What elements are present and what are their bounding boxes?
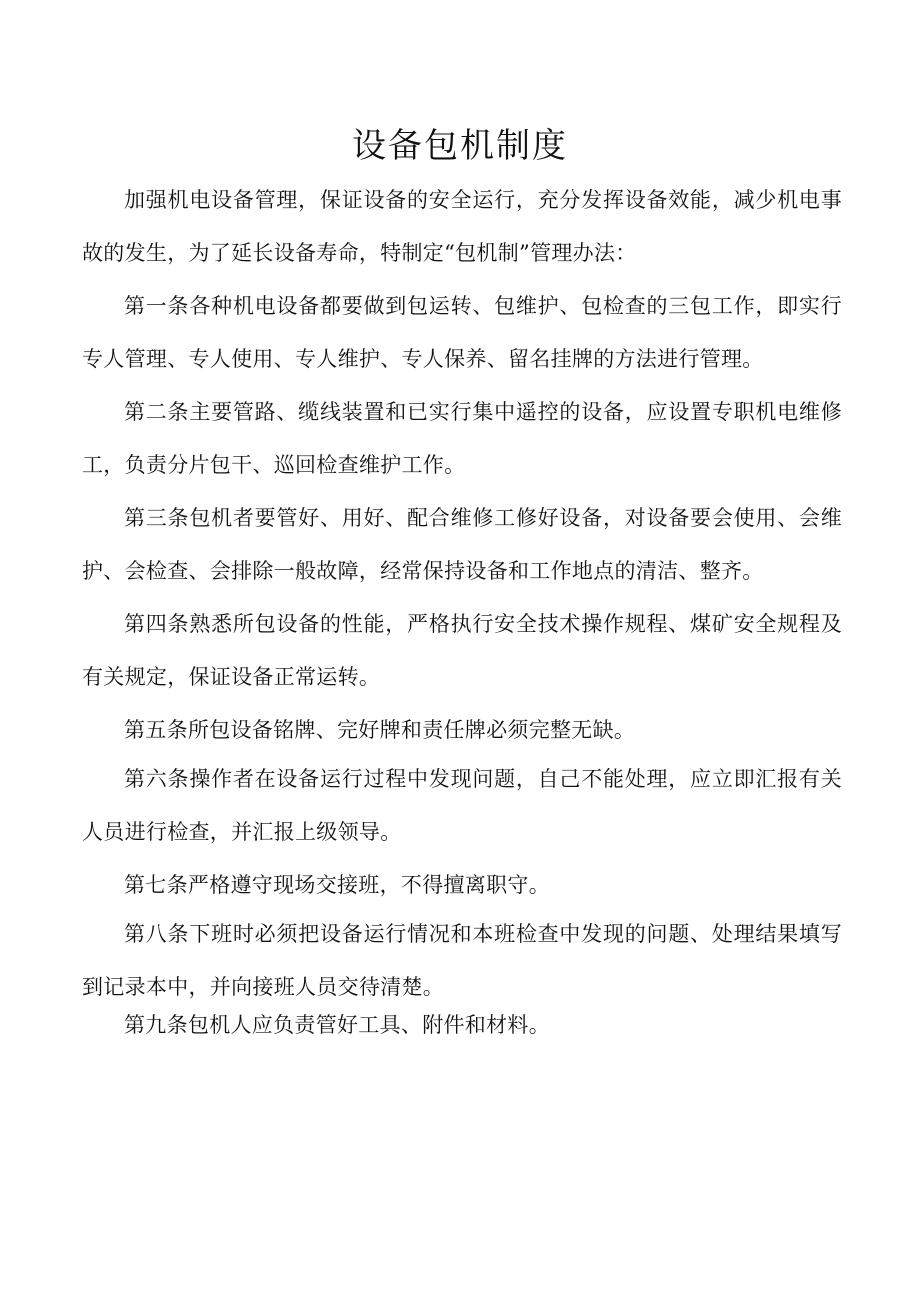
intro-paragraph: 加强机电设备管理，保证设备的安全运行，充分发挥设备效能，减少机电事故的发生，为了延长设备寿命，特制定“包机制”管理办法： <box>82 188 842 265</box>
article-2-paragraph: 第二条主要管路、缆线装置和已实行集中遥控的设备，应设置专职机电维修工，负责分片包干、巡回检查维护工作。 <box>82 400 842 477</box>
article-1-paragraph: 第一条各种机电设备都要做到包运转、包维护、包检查的三包工作，即实行专人管理、专人使用、专人维护、专人保养、留名挂牌的方法进行管理。 <box>82 294 842 371</box>
article-5-paragraph: 第五条所包设备铭牌、完好牌和责任牌必须完整无缺。 <box>124 718 636 742</box>
article-4-paragraph: 第四条熟悉所包设备的性能，严格执行安全技术操作规程、煤矿安全规程及有关规定，保证设备正常运转。 <box>82 612 842 689</box>
article-6-paragraph: 第六条操作者在设备运行过程中发现问题，自己不能处理，应立即汇报有关人员进行检查，并汇报上级领导。 <box>82 767 842 844</box>
article-7-paragraph: 第七条严格遵守现场交接班，不得擅离职守。 <box>124 873 550 897</box>
article-9-paragraph: 第九条包机人应负责管好工具、附件和材料。 <box>124 1013 550 1037</box>
article-8-paragraph: 第八条下班时必须把设备运行情况和本班检查中发现的问题、处理结果填写到记录本中，并向接班人员交待清楚。 <box>82 922 842 999</box>
page-title: 设备包机制度 <box>352 126 568 166</box>
article-3-paragraph: 第三条包机者要管好、用好、配合维修工修好设备，对设备要会使用、会维护、会检查、会排除一般故障，经常保持设备和工作地点的清洁、整齐。 <box>82 506 842 583</box>
